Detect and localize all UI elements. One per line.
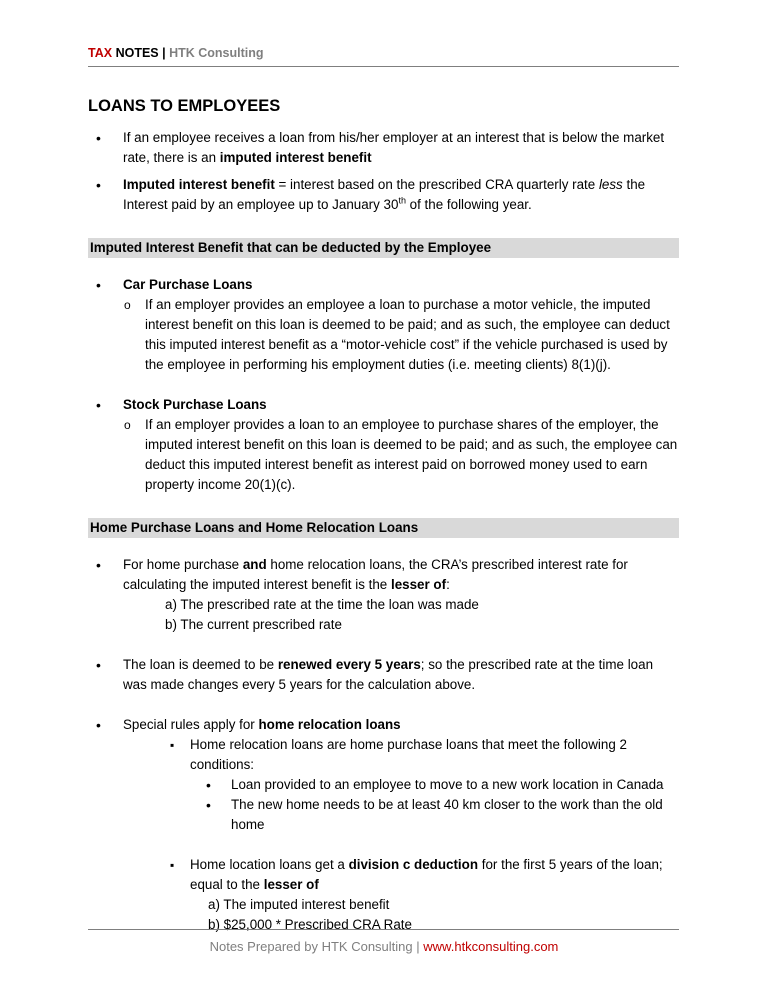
intro-bullet-2: • Imputed interest benefit = interest based on the prescribed CRA quarterly rate less the Interest paid by an employee up to January 30th of the following year. [88,175,679,215]
home-purchase-option-a: a) The prescribed rate at the time the loan was made [165,597,479,612]
page-footer [0,937,768,957]
bullet-special-rules: • Special rules apply for home relocation loans [88,715,679,735]
relocation-condition-1: • Loan provided to an employee to move to a new work location in Canada [88,775,679,795]
home-purchase-option-b: b) The current prescribed rate [165,617,342,632]
document-body [88,128,679,935]
footer-divider [88,929,679,930]
footer-separator: | [416,939,420,954]
page-title: LOANS TO EMPLOYEES [88,97,281,115]
section-heading-home-loans: Home Purchase Loans and Home Relocation Loans [88,518,679,538]
intro-bullet-1: • If an employee receives a loan from his/her employer at an interest that is below the market rate, there is an imputed interest benefit [88,128,679,168]
header-firm: HTK Consulting [169,46,264,60]
car-purchase-detail: o If an employer provides an employee a loan to purchase a motor vehicle, the imputed interest benefit on this loan is deemed to be paid; and as such, the employee can deduct this imputed interest benefit as a “motor-vehicle cost” if the vehicle purchased is used by the employee in performing his employment duties (i.e. meeting clients) 8(1)(j). [88,295,679,375]
page-header [88,43,264,63]
relocation-condition-2: • The new home needs to be at least 40 km closer to the work than the old home [88,795,679,835]
section-heading-imputed-interest: Imputed Interest Benefit that can be deducted by the Employee [88,238,679,258]
relocation-deduction: ▪ Home location loans get a division c deduction for the first 5 years of the loan; equal to the lesser of [88,855,679,895]
relocation-definition: ▪ Home relocation loans are home purchase loans that meet the following 2 conditions: [88,735,679,775]
header-separator: | [162,46,166,60]
footer-website-link[interactable]: www.htkconsulting.com [423,939,559,954]
relocation-option-a: a) The imputed interest benefit [208,897,390,912]
footer-text: Notes Prepared by HTK Consulting [209,939,413,954]
bullet-renewal: • The loan is deemed to be renewed every 5 years; so the prescribed rate at the time loan was made changes every 5 years for the calculation above. [88,655,679,695]
header-divider [88,66,679,67]
bullet-home-purchase-rate: • For home purchase and home relocation loans, the CRA’s prescribed interest rate for calculating the imputed interest benefit is the lesser of: [88,555,679,595]
header-tax: TAX [88,46,113,60]
relocation-option-b: b) $25,000 * Prescribed CRA Rate [208,917,412,932]
header-notes: NOTES [115,46,159,60]
bullet-car-purchase-loans: • Car Purchase Loans [88,275,679,295]
stock-purchase-detail: o If an employer provides a loan to an employee to purchase shares of the employer, the imputed interest benefit on this loan is deemed to be paid; and as such, the employee can deduct this imputed interest benefit as interest paid on borrowed money used to earn property income 20(1)(c). [88,415,679,495]
bullet-stock-purchase-loans: • Stock Purchase Loans [88,395,679,415]
